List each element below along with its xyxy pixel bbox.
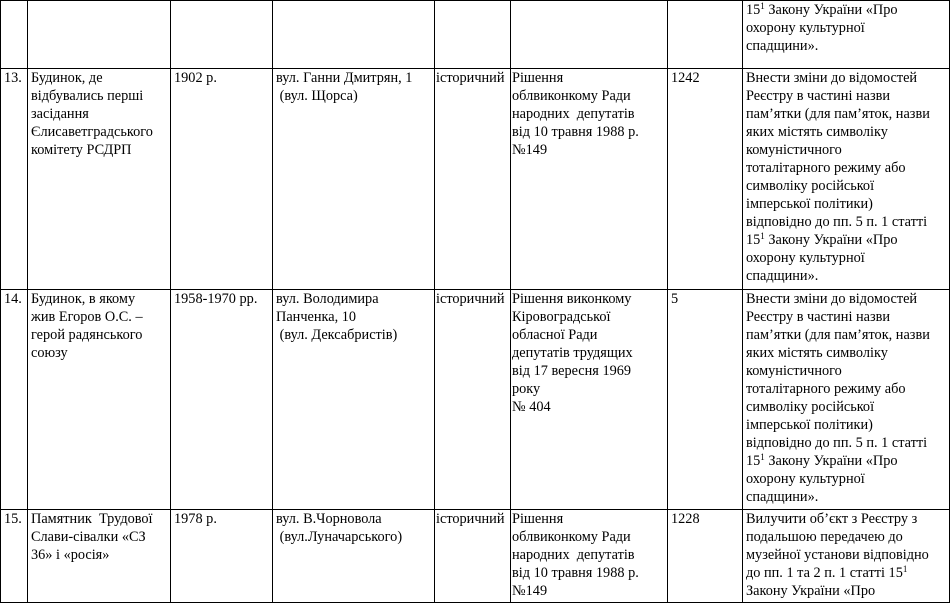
row-number-cell: 14. [1,290,28,510]
monument-type-cell: історичний [435,69,511,290]
proposed-action-cell: Внести зміни до відомостей Реєстру в частині назви пам’ятки (для пам’яток, назви яких містять символіку комуністичного тоталітарного режиму або символіку російської імперської політики) відповідно до пп. 5 п. 1 статті $15^1$ Закону України «Про охорону культурної спадщини». [743,290,950,510]
proposed-action-cell: $15^1$ Закону України «Про охорону культурної спадщини». [743,1,950,69]
object-name-cell: Памятник Трудової Слави-сівалки «СЗ 36» і «росія» [28,510,171,603]
date-cell: 1978 р. [171,510,273,603]
address-cell: вул. Ганни Дмитрян, 1 (вул. Щорса) [273,69,435,290]
date-cell: 1958-1970 рр. [171,290,273,510]
proposed-action-cell: Внести зміни до відомостей Реєстру в частині назви пам’ятки (для пам’яток, назви яких містять символіку комуністичного тоталітарного режиму або символіку російської імперської політики) відповідно до пп. 5 п. 1 статті $15^1$ Закону України «Про охорону культурної спадщини». [743,69,950,290]
object-name-cell: Будинок, де відбувались перші засідання Єлисаветградського комітету РСДРП [28,69,171,290]
table-row [1,510,950,603]
object-name-cell [28,1,171,69]
decision-document-cell: Рішення облвиконкому Ради народних депутатів від 10 травня 1988 р. №149 [511,69,668,290]
object-name-cell: Будинок, в якому жив Егоров О.С. – герой радянського союзу [28,290,171,510]
date-cell [171,1,273,69]
row-number-cell [1,1,28,69]
decision-document-cell [511,1,668,69]
table-row [1,290,950,510]
row-number-cell: 15. [1,510,28,603]
address-cell: вул. Володимира Панченка, 10 (вул. Дексабристів) [273,290,435,510]
decision-document-cell: Рішення виконкому Кіровоградської обласної Ради депутатів трудящих від 17 вересня 1969 року № 404 [511,290,668,510]
decision-document-cell: Рішення облвиконкому Ради народних депутатів від 10 травня 1988 р. №149 [511,510,668,603]
protection-number-cell: 1228 [668,510,743,603]
monument-type-cell [435,1,511,69]
date-cell: 1902 р. [171,69,273,290]
table-row [1,69,950,290]
address-cell: вул. В.Чорновола (вул.Луначарського) [273,510,435,603]
table-row [1,1,950,69]
protection-number-cell: 5 [668,290,743,510]
protection-number-cell [668,1,743,69]
proposed-action-cell: Вилучити об’єкт з Реєстру з подальшою передачею до музейної установи відповідно до пп. 1 та 2 п. 1 статті $15^1$ Закону України «Про [743,510,950,603]
address-cell [273,1,435,69]
monument-type-cell: історичний [435,290,511,510]
row-number-cell: 13. [1,69,28,290]
monument-type-cell: історичний [435,510,511,603]
protection-number-cell: 1242 [668,69,743,290]
